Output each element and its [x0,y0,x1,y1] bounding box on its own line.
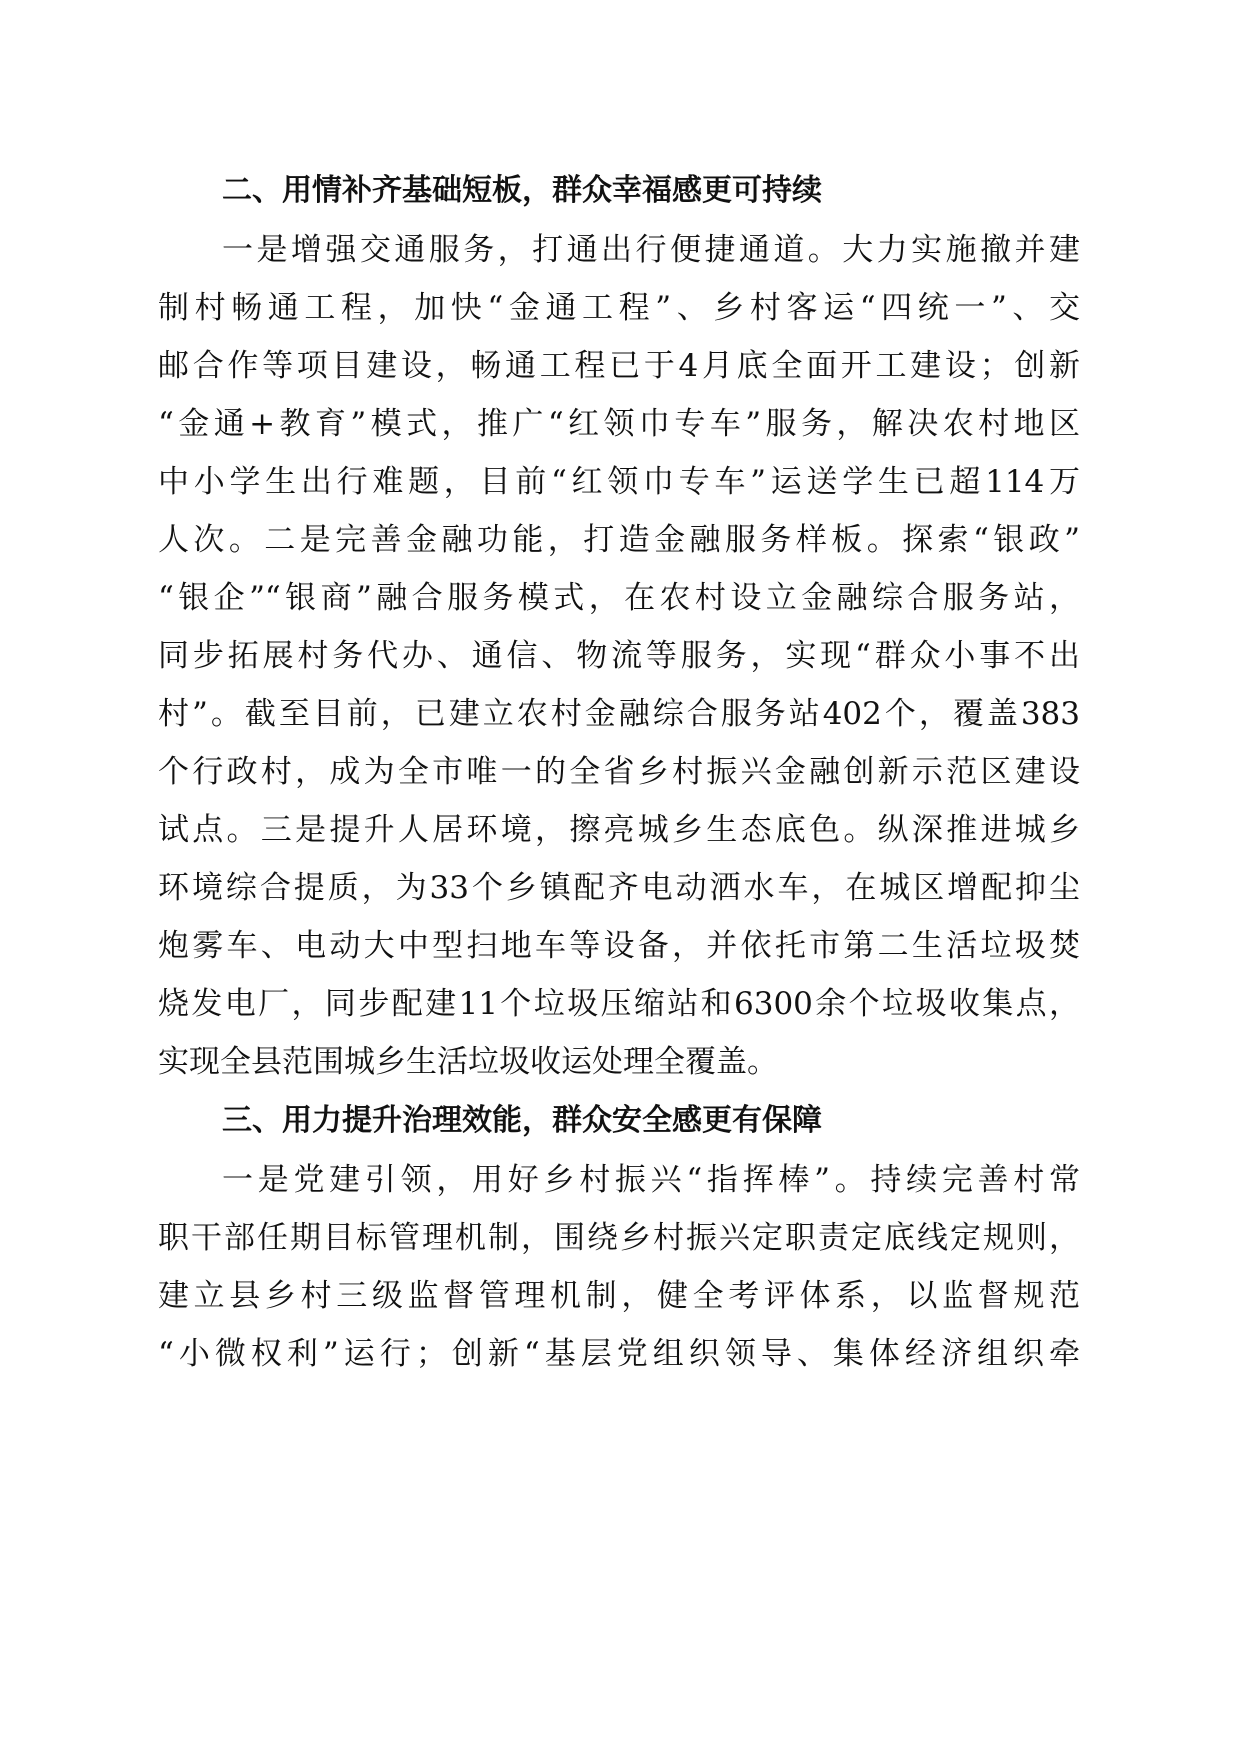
paragraph-line: 村”。截至目前，已建立农村金融综合服务站402个，覆盖383 [158,696,1080,732]
paragraph-line: 烧发电厂，同步配建11个垃圾压缩站和6300余个垃圾收集点， [158,986,1080,1022]
paragraph-line: 炮雾车、电动大中型扫地车等设备，并依托市第二生活垃圾焚 [158,928,1080,964]
paragraph-line: “小微权利”运行；创新“基层党组织领导、集体经济组织牵 [158,1336,1080,1372]
paragraph-line: 建立县乡村三级监督管理机制，健全考评体系，以监督规范 [158,1278,1080,1314]
paragraph-line: 试点。三是提升人居环境，擦亮城乡生态底色。纵深推进城乡 [158,812,1080,848]
paragraph-line: 环境综合提质，为33个乡镇配齐电动洒水车，在城区增配抑尘 [158,870,1080,906]
section-heading-3: 三、用力提升治理效能，群众安全感更有保障 [222,1103,822,1138]
paragraph-line: 一是党建引领，用好乡村振兴“指挥棒”。持续完善村常 [222,1162,1080,1198]
section-heading-2: 二、用情补齐基础短板，群众幸福感更可持续 [222,173,822,208]
paragraph-line: “银企”“银商”融合服务模式，在农村设立金融综合服务站， [158,580,1080,616]
paragraph-line: 实现全县范围城乡生活垃圾收运处理全覆盖。 [158,1044,778,1080]
paragraph-line: 邮合作等项目建设，畅通工程已于4月底全面开工建设；创新 [158,348,1080,384]
paragraph-line: 制村畅通工程，加快“金通工程”、乡村客运“四统一”、交 [158,290,1080,326]
paragraph-line: 中小学生出行难题，目前“红领巾专车”运送学生已超114万 [158,464,1080,500]
paragraph-line: 个行政村，成为全市唯一的全省乡村振兴金融创新示范区建设 [158,754,1080,790]
paragraph-line: 职干部任期目标管理机制，围绕乡村振兴定职责定底线定规则， [158,1220,1080,1256]
paragraph-line: 人次。二是完善金融功能，打造金融服务样板。探索“银政” [158,522,1080,558]
paragraph-line: 同步拓展村务代办、通信、物流等服务，实现“群众小事不出 [158,638,1080,674]
paragraph-line: “金通+教育”模式，推广“红领巾专车”服务，解决农村地区 [158,406,1080,442]
paragraph-line: 一是增强交通服务，打通出行便捷通道。大力实施撤并建 [222,232,1080,268]
